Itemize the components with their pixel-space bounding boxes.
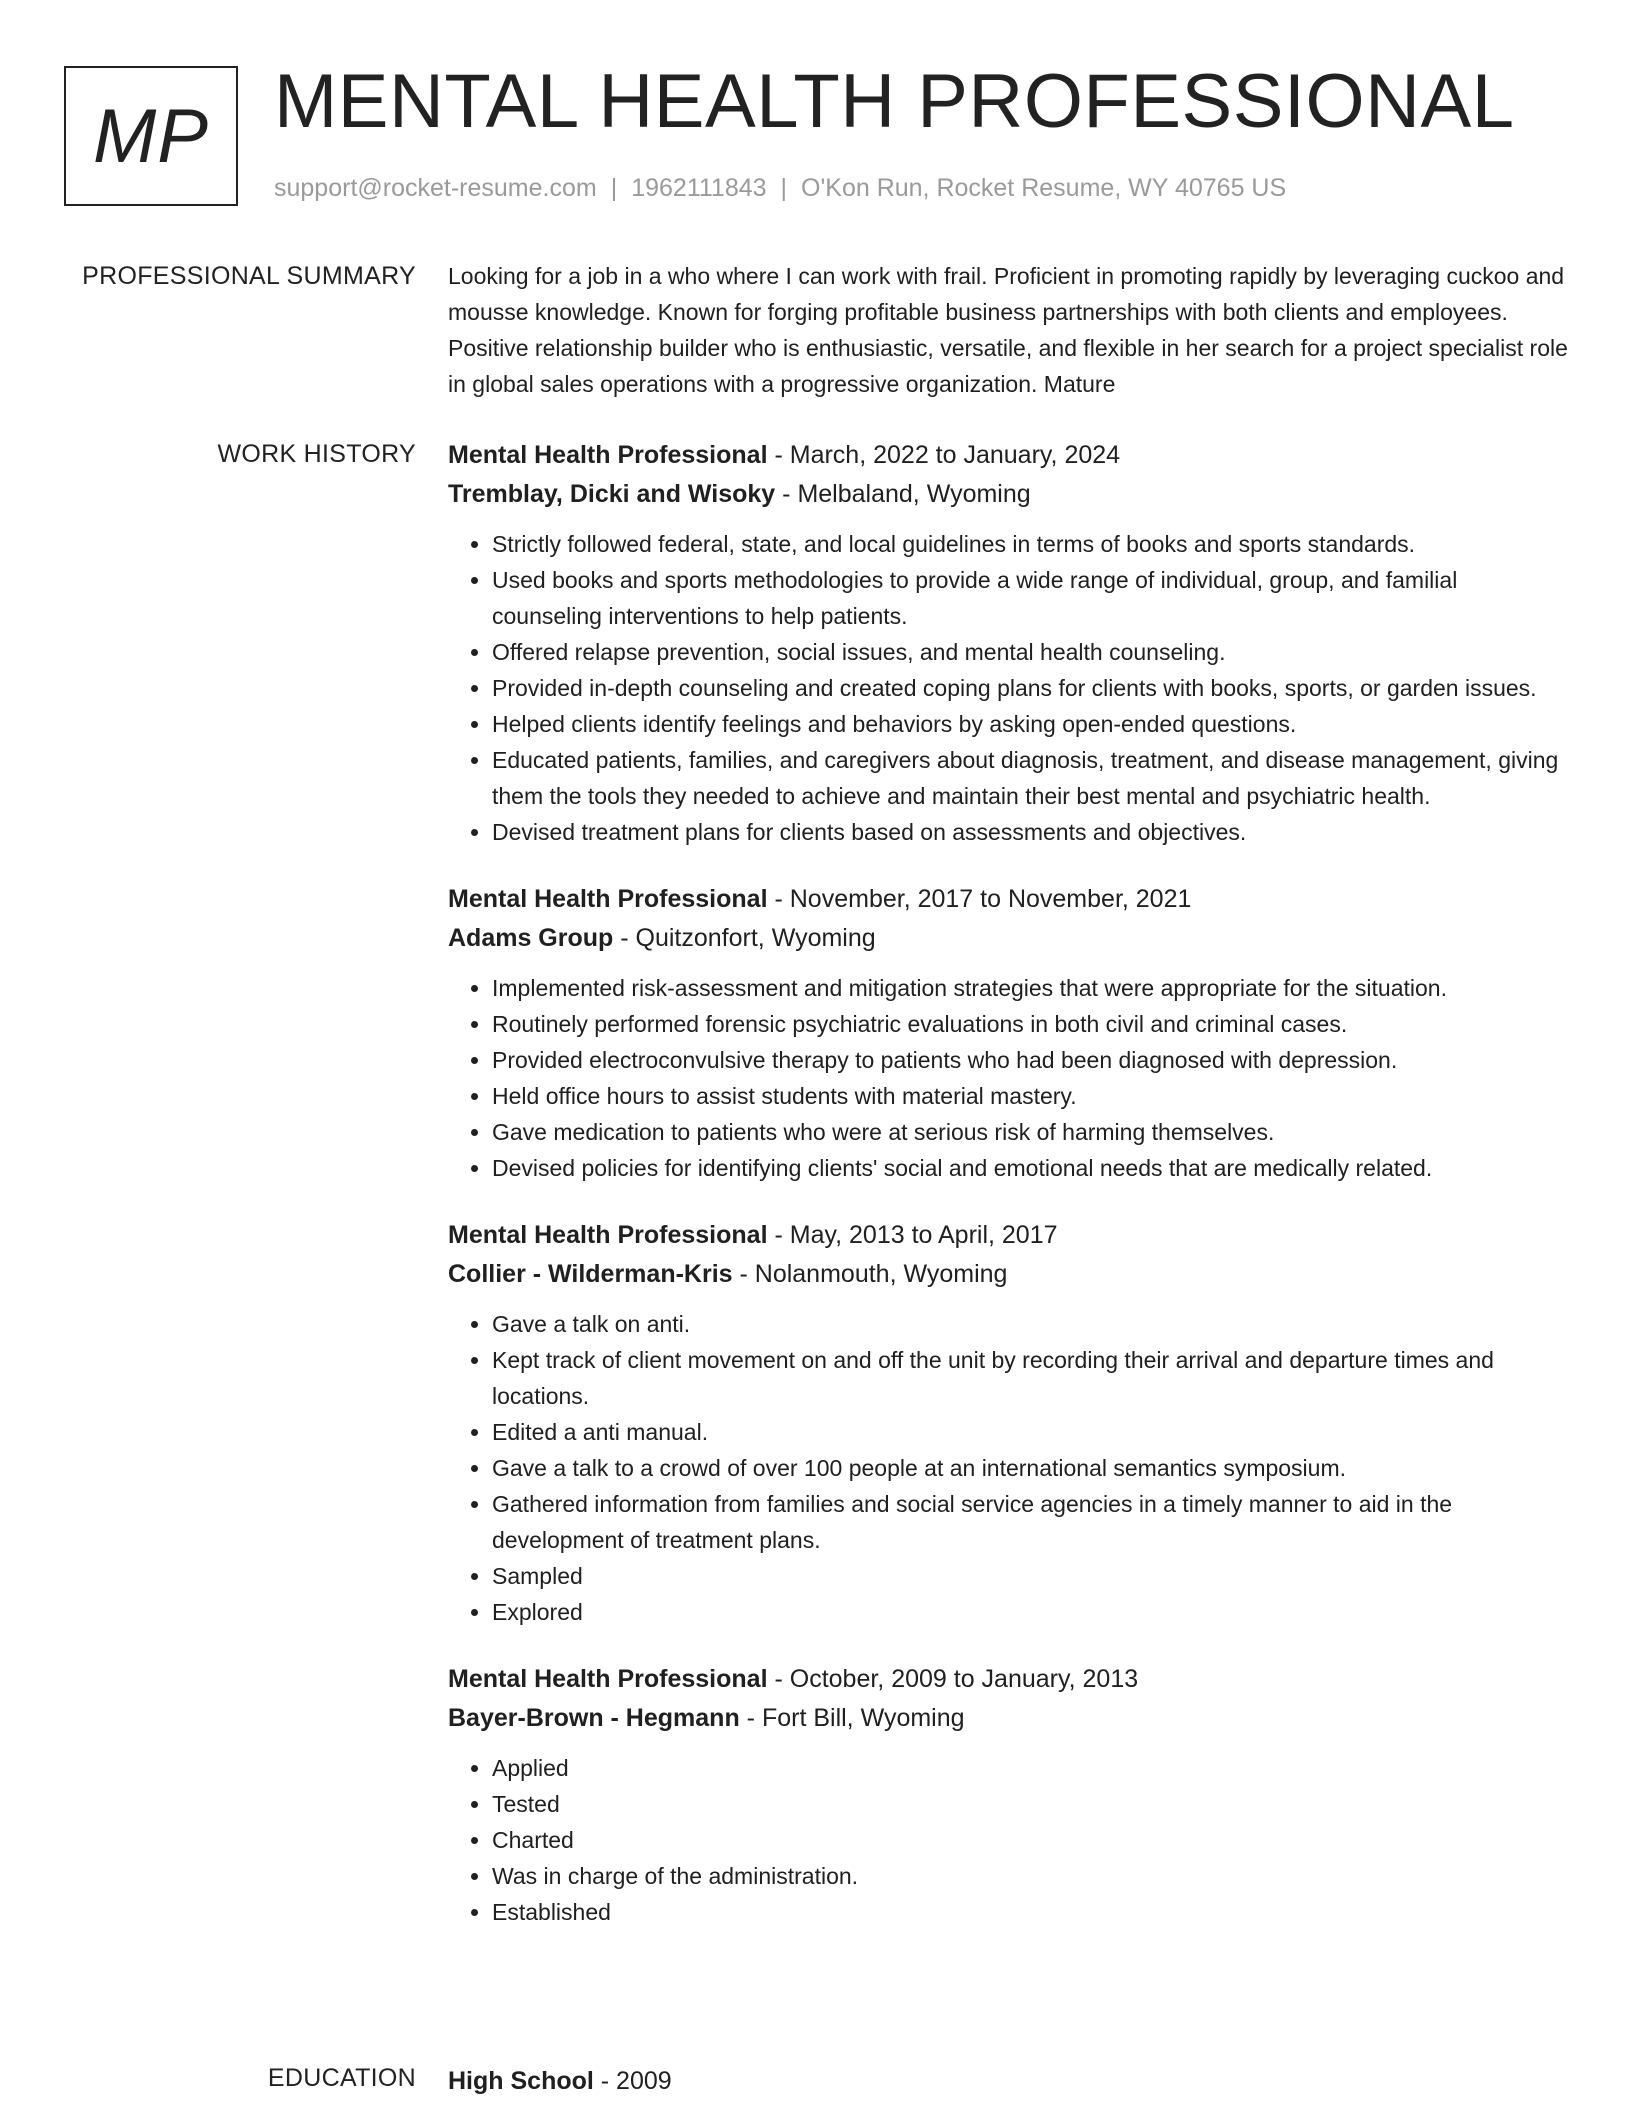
job-title: Mental Health Professional	[448, 1221, 768, 1249]
education-degree: High School	[448, 2067, 594, 2095]
job-company: Bayer-Brown - Hegmann	[448, 1704, 740, 1732]
job-entry	[448, 436, 1568, 850]
contact-line	[274, 174, 1286, 203]
work-history-body	[448, 436, 1568, 1960]
job-bullet: • Applied	[492, 1750, 1568, 1786]
job-title: Mental Health Professional	[448, 441, 768, 469]
job-bullet: • Sampled	[492, 1558, 1568, 1594]
monogram-badge: MP	[64, 66, 238, 206]
job-title-line	[448, 880, 1568, 919]
job-bullet: • Charted	[492, 1822, 1568, 1858]
job-title-line	[448, 1216, 1568, 1255]
job-dates: - May, 2013 to April, 2017	[774, 1221, 1058, 1249]
job-bullet: • Used books and sports methodologies to provide a wide range of individual, group, and familial counseling interventions to help patients.	[492, 562, 1568, 634]
job-bullet: • Offered relapse prevention, social issues, and mental health counseling.	[492, 634, 1568, 670]
work-history-label: WORK HISTORY	[217, 440, 416, 468]
job-bullet: • Edited a anti manual.	[492, 1414, 1568, 1450]
job-title: Mental Health Professional	[448, 1665, 768, 1693]
education-label: EDUCATION	[267, 2064, 416, 2092]
job-bullet-list	[448, 526, 1568, 850]
job-dates: - November, 2017 to November, 2021	[774, 885, 1192, 913]
job-bullet: • Provided in-depth counseling and created coping plans for clients with books, sports, or garden issues.	[492, 670, 1568, 706]
job-bullet: • Strictly followed federal, state, and local guidelines in terms of books and sports standards.	[492, 526, 1568, 562]
job-location: - Quitzonfort, Wyoming	[620, 924, 876, 952]
job-bullet: • Gave a talk to a crowd of over 100 people at an international semantics symposium.	[492, 1450, 1568, 1486]
job-company-line	[448, 475, 1568, 514]
job-bullet: • Established	[492, 1894, 1568, 1930]
job-bullet: • Routinely performed forensic psychiatric evaluations in both civil and criminal cases.	[492, 1006, 1568, 1042]
job-bullet: • Held office hours to assist students with material mastery.	[492, 1078, 1568, 1114]
job-bullet: • Implemented risk-assessment and mitigation strategies that were appropriate for the situation.	[492, 970, 1568, 1006]
job-location: - Melbaland, Wyoming	[782, 480, 1031, 508]
job-bullet: • Educated patients, families, and caregivers about diagnosis, treatment, and disease management, giving them the tools they needed to achieve and maintain their best mental and psychiatric health.	[492, 742, 1568, 814]
job-bullet: • Was in charge of the administration.	[492, 1858, 1568, 1894]
job-dates: - October, 2009 to January, 2013	[774, 1665, 1139, 1693]
job-bullet: • Gathered information from families and social service agencies in a timely manner to aid in the development of treatment plans.	[492, 1486, 1568, 1558]
job-company: Collier - Wilderman-Kris	[448, 1260, 733, 1288]
job-bullet-list	[448, 1306, 1568, 1630]
job-bullet: • Gave medication to patients who were at serious risk of harming themselves.	[492, 1114, 1568, 1150]
job-title: Mental Health Professional	[448, 885, 768, 913]
job-company-line	[448, 919, 1568, 958]
contact-separator: |	[780, 174, 788, 202]
job-entry	[448, 1660, 1568, 1930]
job-company: Tremblay, Dicki and Wisoky	[448, 480, 776, 508]
job-title-line	[448, 1660, 1568, 1699]
job-bullet: • Devised treatment plans for clients based on assessments and objectives.	[492, 814, 1568, 850]
summary-label: PROFESSIONAL SUMMARY	[82, 262, 416, 290]
summary-text: Looking for a job in a who where I can work with frail. Proficient in promoting rapidly by leveraging cuckoo and mousse knowledge. Known for forging profitable business partnerships with both clients and employees. Positive relationship builder who is enthusiastic, versatile, and flexible in her search for a project specialist role in global sales operations with a progressive organization. Mature	[448, 263, 1568, 397]
job-bullet: • Provided electroconvulsive therapy to patients who had been diagnosed with depression.	[492, 1042, 1568, 1078]
contact-email: support@rocket-resume.com	[274, 174, 597, 202]
job-company: Adams Group	[448, 924, 614, 952]
job-bullet: • Devised policies for identifying clients' social and emotional needs that are medically related.	[492, 1150, 1568, 1186]
resume-name: MENTAL HEALTH PROFESSIONAL	[274, 59, 1515, 144]
job-bullet: • Gave a talk on anti.	[492, 1306, 1568, 1342]
job-bullet: • Explored	[492, 1594, 1568, 1630]
job-company-line	[448, 1255, 1568, 1294]
education-year: - 2009	[600, 2067, 672, 2095]
job-entry	[448, 1216, 1568, 1630]
job-company-line	[448, 1699, 1568, 1738]
contact-phone: 1962111843	[631, 174, 767, 202]
job-bullet: • Helped clients identify feelings and behaviors by asking open-ended questions.	[492, 706, 1568, 742]
job-bullet-list	[448, 1750, 1568, 1930]
job-entry	[448, 880, 1568, 1186]
job-bullet: • Tested	[492, 1786, 1568, 1822]
education-line	[448, 2062, 1568, 2101]
summary-body	[448, 258, 1568, 402]
job-location: - Nolanmouth, Wyoming	[739, 1260, 1008, 1288]
contact-separator: |	[610, 174, 618, 202]
job-title-line	[448, 436, 1568, 475]
contact-address: O'Kon Run, Rocket Resume, WY 40765 US	[801, 174, 1287, 202]
job-bullet-list	[448, 970, 1568, 1186]
job-bullet: • Kept track of client movement on and off the unit by recording their arrival and departure times and locations.	[492, 1342, 1568, 1414]
job-dates: - March, 2022 to January, 2024	[774, 441, 1121, 469]
job-location: - Fort Bill, Wyoming	[746, 1704, 965, 1732]
education-body	[448, 2062, 1568, 2101]
